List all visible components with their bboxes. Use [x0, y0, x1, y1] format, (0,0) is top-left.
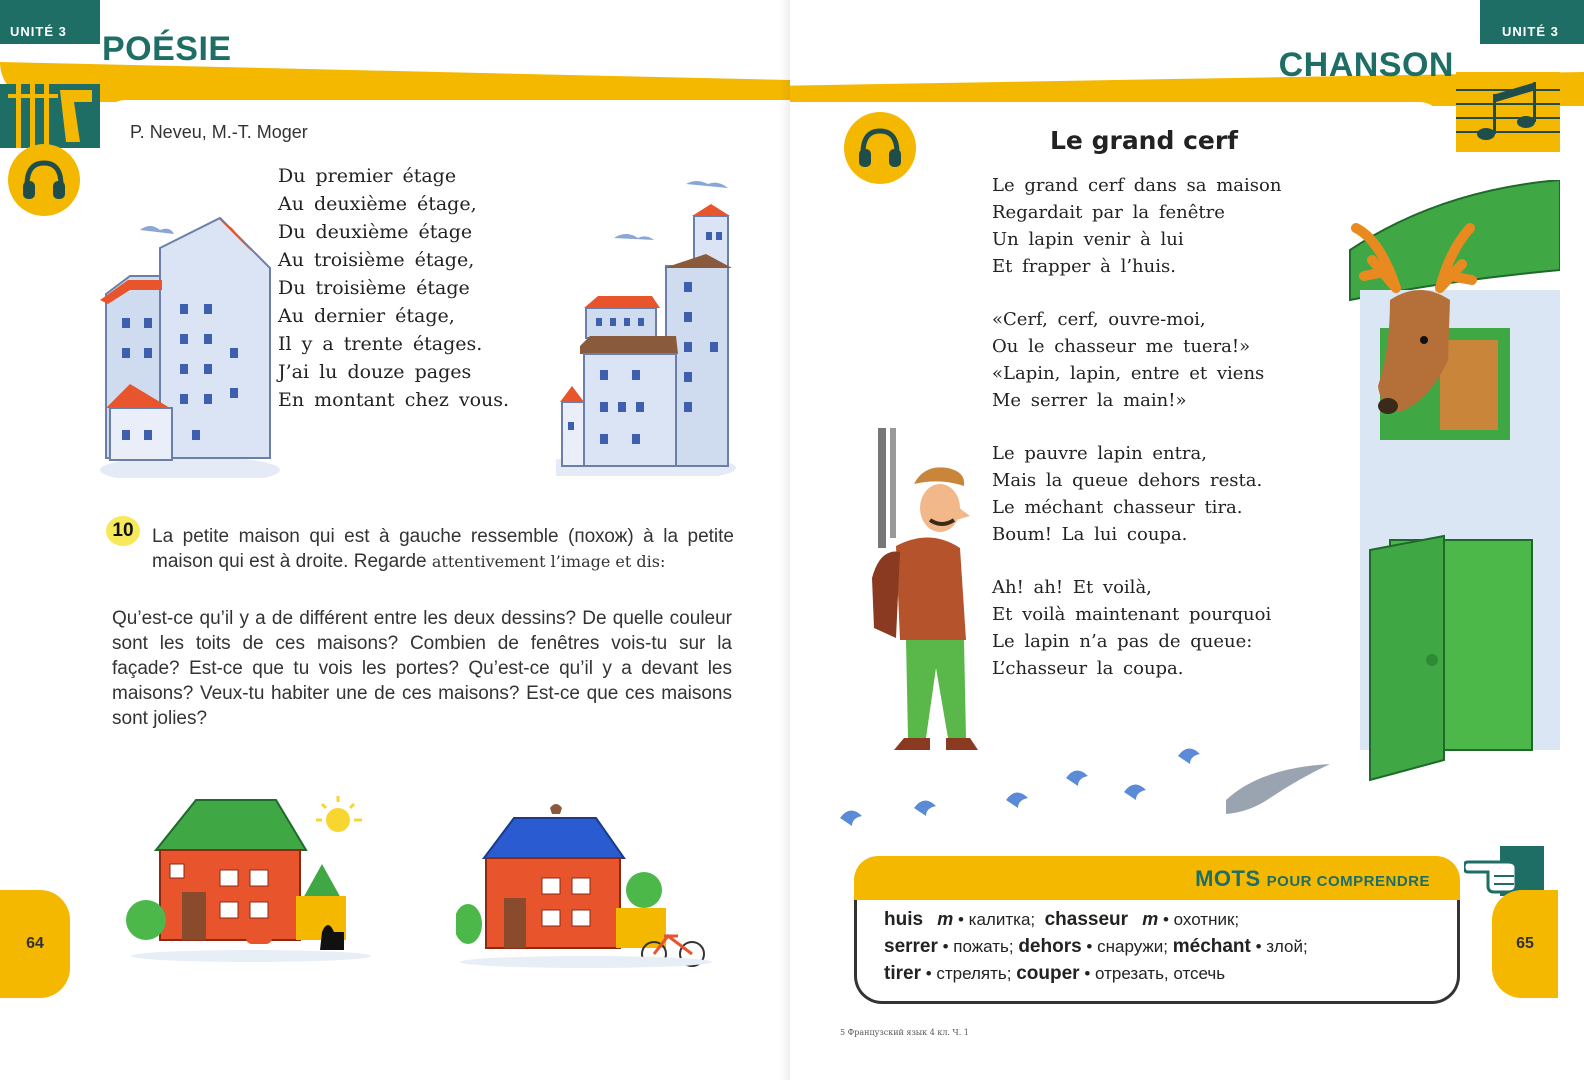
- vocabulary-list: [884, 906, 1308, 987]
- song-line: Et voilà maintenant pourquoi: [992, 604, 1272, 625]
- right-page: [790, 0, 1584, 1080]
- unit-tab-left: UNITÉ 3: [0, 0, 100, 44]
- hunter-illustration: [870, 428, 1000, 758]
- poem-line: Il y a trente étages.: [278, 333, 483, 355]
- vocabulary-line: [884, 960, 1308, 987]
- buildings-illustration-right: [556, 176, 736, 476]
- poem-line: Au deuxième étage,: [278, 193, 477, 215]
- song-line: Regardait par la fenêtre: [992, 202, 1225, 223]
- poem-line: J’ai lu douze pages: [278, 361, 472, 383]
- song-line: Me serrer la main!»: [992, 390, 1187, 411]
- vocab-word: chasseur: [1044, 909, 1129, 930]
- headphones-icon: [844, 112, 916, 184]
- song-line: Le lapin n’a pas de queue:: [992, 631, 1253, 652]
- footprints-illustration: [830, 738, 1390, 838]
- poem-line: Du troisième étage: [278, 277, 470, 299]
- song-line: Boum! La lui coupa.: [992, 524, 1188, 545]
- vocab-translation: • злой;: [1255, 937, 1308, 956]
- vocab-word: méchant: [1172, 936, 1251, 957]
- song-line: Le grand cerf dans sa maison: [992, 175, 1282, 196]
- poem-line: Du deuxième étage: [278, 221, 473, 243]
- vocabulary-title-sub: POUR COMPRENDRE: [1266, 873, 1430, 890]
- poem-line: Au troisième étage,: [278, 249, 475, 271]
- page-number-right: 65: [1492, 890, 1558, 998]
- song-line: «Lapin, lapin, entre et viens: [992, 363, 1265, 384]
- song-stanza: [992, 440, 1281, 548]
- poem-author: P. Neveu, M.-T. Moger: [130, 122, 308, 142]
- vocabulary-box-header: [854, 856, 1460, 900]
- vocabulary-box: [854, 856, 1460, 1004]
- footnote: 5 Французский язык 4 кл. Ч. 1: [840, 1028, 969, 1037]
- vocabulary-title: [1195, 866, 1430, 892]
- vocabulary-title-main: MOTS: [1195, 866, 1261, 891]
- song-lyrics: [992, 172, 1281, 708]
- vocabulary-line: [884, 906, 1308, 933]
- song-line: Le méchant chasseur tira.: [992, 497, 1243, 518]
- section-title-poesie: POÉSIE: [102, 30, 232, 68]
- vocab-word: serrer: [884, 936, 938, 957]
- vocab-gender: m: [1142, 909, 1159, 929]
- song-line: L’chasseur la coupa.: [992, 658, 1184, 679]
- song-stanza: [992, 306, 1281, 414]
- exercise-questions: Qu’est-ce qu’il y a de différent entre les deux dessins? De quelle couleur sont les toits de ces maisons? Combien de fenêtres vois-tu sur la façade? Est-ce que tu vois les portes? Qu’est-ce qu’il y a devant les maisons? Veux-tu habiter une de ces maisons? Est-ce que ces maisons sont jolies?: [112, 608, 732, 729]
- music-notes-icon: [1456, 72, 1560, 152]
- poem-line: En montant chez vous.: [278, 389, 510, 411]
- vocab-translation: • охотник;: [1162, 910, 1240, 929]
- deer-house-illustration: [1320, 180, 1560, 800]
- poem-text: [278, 162, 509, 414]
- headphones-icon: [8, 144, 80, 216]
- vocab-word: huis: [884, 909, 924, 930]
- song-line: Et frapper à l’huis.: [992, 256, 1176, 277]
- poem-line: Du premier étage: [278, 165, 457, 187]
- unit-tab-right: UNITÉ 3: [1480, 0, 1584, 44]
- page-number-left: 64: [0, 890, 70, 998]
- song-line: Un lapin venir à lui: [992, 229, 1184, 250]
- vocab-word: dehors: [1018, 936, 1082, 957]
- buildings-illustration-left: [100, 208, 280, 478]
- song-stanza: [992, 574, 1281, 682]
- house-blue-roof-illustration: [456, 794, 716, 974]
- house-green-roof-illustration: [126, 780, 376, 970]
- song-line: Mais la queue dehors resta.: [992, 470, 1263, 491]
- exercise-intro-serif: attentivement l’image et dis:: [431, 552, 666, 571]
- pointing-hand-icon: [1464, 846, 1544, 896]
- vocab-translation: • снаружи;: [1086, 937, 1168, 956]
- vocab-word: tirer: [884, 963, 921, 984]
- exercise-intro-text: La petite maison qui est à gauche ressemble (похож) à la petite maison qui est à droite. Regarde: [152, 526, 734, 572]
- exercise-intro: [152, 524, 734, 574]
- vocabulary-line: [884, 933, 1308, 960]
- vocab-translation: • пожать;: [942, 937, 1014, 956]
- section-title-chanson: CHANSON: [1278, 46, 1454, 84]
- song-line: Ou le chasseur me tuera!»: [992, 336, 1251, 357]
- poem-line: Au dernier étage,: [278, 305, 455, 327]
- song-line: «Cerf, cerf, ouvre-moi,: [992, 309, 1206, 330]
- vocab-gender: m: [937, 909, 954, 929]
- vocab-translation: • отрезать, отсечь: [1084, 964, 1226, 983]
- exercise-number-badge: 10: [106, 516, 140, 546]
- song-stanza: [992, 172, 1281, 280]
- song-line: Ah! ah! Et voilà,: [992, 577, 1152, 598]
- song-line: Le pauvre lapin entra,: [992, 443, 1207, 464]
- guitar-icon: [0, 84, 100, 148]
- vocab-word: couper: [1016, 963, 1080, 984]
- vocab-translation: • калитка;: [957, 910, 1036, 929]
- song-title: Le grand cerf: [1050, 126, 1239, 155]
- vocab-translation: • стрелять;: [925, 964, 1012, 983]
- left-page: [0, 0, 790, 1080]
